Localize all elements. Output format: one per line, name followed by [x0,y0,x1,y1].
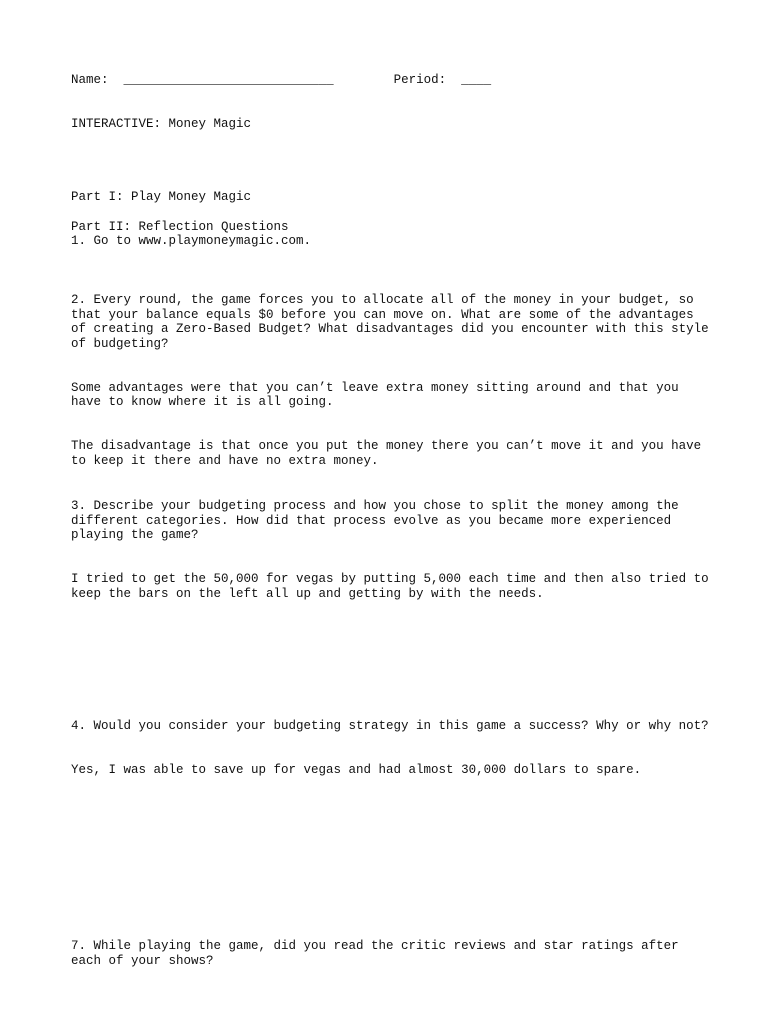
period-blank: ____ [461,73,492,87]
answer-text: I tried to get the 50,000 for vegas by putting 5,000 each time and then also tried to keep the bars on the left all up and getting by with the needs. [71,572,717,601]
question-text: 7. While playing the game, did you read the critic reviews and star ratings after each of your shows? [71,939,687,968]
period-label: Period: [393,73,447,87]
name-label: Name: [71,73,109,87]
part1-heading: Part I: Play Money Magic [71,190,252,205]
name-period-row [71,73,711,88]
question-text: 2. Every round, the game forces you to allocate all of the money in your budget, so that your balance equals $0 before you can move on. What are some of the advantages of creating a Zero-Based Budget? What disadvantages did you encounter with this style of budgeting? [71,293,717,351]
part2-heading: Part II: Reflection Questions [71,220,289,234]
name-blank: ____________________________ [123,73,334,87]
question-text: 3. Describe your budgeting process and how you chose to split the money among the different categories. How did that process evolve as you became more experienced playing the game? [71,499,687,543]
worksheet-title: INTERACTIVE: Money Magic [71,117,252,131]
answer-text: The disadvantage is that once you put the money there you can’t move it and you have to keep it there and have no extra money. [71,439,709,468]
question-2 [71,264,717,498]
part1-step1: 1. Go to www.playmoneymagic.com. [71,233,312,248]
question-7 [71,910,711,998]
question-text: 4. Would you consider your budgeting strategy in this game a success? Why or why not? [71,719,709,734]
answer-text: Some advantages were that you can’t leave extra money sitting around and that you have to know where it is all going. [71,380,687,410]
answer-text: Yes, I was able to save up for vegas and had almost 30,000 dollars to spare. [71,762,642,777]
question-3 [71,470,717,631]
question-4 [71,690,711,807]
